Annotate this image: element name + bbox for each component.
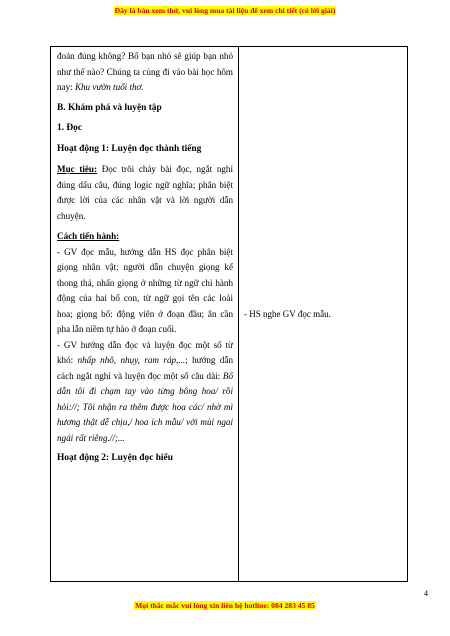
lesson-plan-table xyxy=(50,46,408,582)
activity-1-heading: Hoạt động 1: Luyện đọc thành tiếng xyxy=(57,143,202,154)
activity-2-heading: Hoạt động 2: Luyện đọc hiểu xyxy=(57,453,173,463)
method-label: Cách tiến hành: xyxy=(57,231,120,241)
table-row xyxy=(51,47,408,582)
long-sentences: Bố dẫn tôi đi chạm tay vào từng bông hoa/ rồi hỏi://; Tôi nhận ra thêm được hoa các/ nhờ mì hương thật dễ chịu,/ hoa ích mẫu/ với mùi ngai ngái rất riêng.//;... xyxy=(57,370,233,443)
lesson-title: Khu vườn tuổi thơ. xyxy=(74,82,144,92)
footer-hotline-text: Mọi thắc mắc vui lòng xin liên hệ hotline: 084 283 45 85 xyxy=(135,601,315,610)
preview-banner xyxy=(0,6,450,15)
section-b-heading: B. Khám phá và luyện tập xyxy=(57,102,162,113)
method-p2-mid: ; hướng dẫn cách ngắt nghỉ và luyện đọc một số câu dài: xyxy=(57,355,233,381)
goal-paragraph xyxy=(57,162,233,224)
goal-text: Đọc trôi chảy bài đọc, ngắt nghỉ đúng dấu câu, đúng logic ngữ nghĩa; phân biệt được lời của các nhân vật và lời người dẫn chuyện. xyxy=(57,164,233,221)
method-heading xyxy=(57,229,233,245)
difficult-words: nhấp nhô, nhụy, ram ráp,... xyxy=(77,355,186,365)
goal-label: Mục tiêu: xyxy=(57,164,98,174)
method-p2-intro: - GV hướng dẫn đọc và luyện đọc một số từ khó: xyxy=(57,339,233,365)
teacher-activity-cell xyxy=(51,47,239,582)
section-1-heading: 1. Đọc xyxy=(57,123,82,133)
method-paragraph-2 xyxy=(57,338,233,447)
intro-paragraph xyxy=(57,49,233,96)
footer-hotline xyxy=(0,601,450,610)
page-number: 4 xyxy=(424,589,428,598)
method-paragraph-1: - GV đọc mẫu, hướng dẫn HS đọc phân biệt giọng nhân vật: người dẫn chuyện giọng kể thong thả, nhấn giọng ở những từ ngữ chỉ hành động của hai bố con, từ ngữ gọi tên các loài hoa; giọng bố: động viên ở đoạn đầu; ân cần pha lẫn niềm tự hào ở đoạn cuối. xyxy=(57,246,233,334)
student-action-text: - HS nghe GV đọc mẫu. xyxy=(244,309,331,319)
student-activity-cell xyxy=(239,47,408,582)
intro-text: đoán đúng không? Bố bạn nhỏ sẽ giúp bạn nhỏ như thế nào? Chúng ta cùng đi vào bài học hôm nay: xyxy=(57,51,233,92)
preview-banner-text: Đây là bản xem thử, vui lòng mua tài liệu để xem chi tiết (có lời giải) xyxy=(114,6,336,15)
